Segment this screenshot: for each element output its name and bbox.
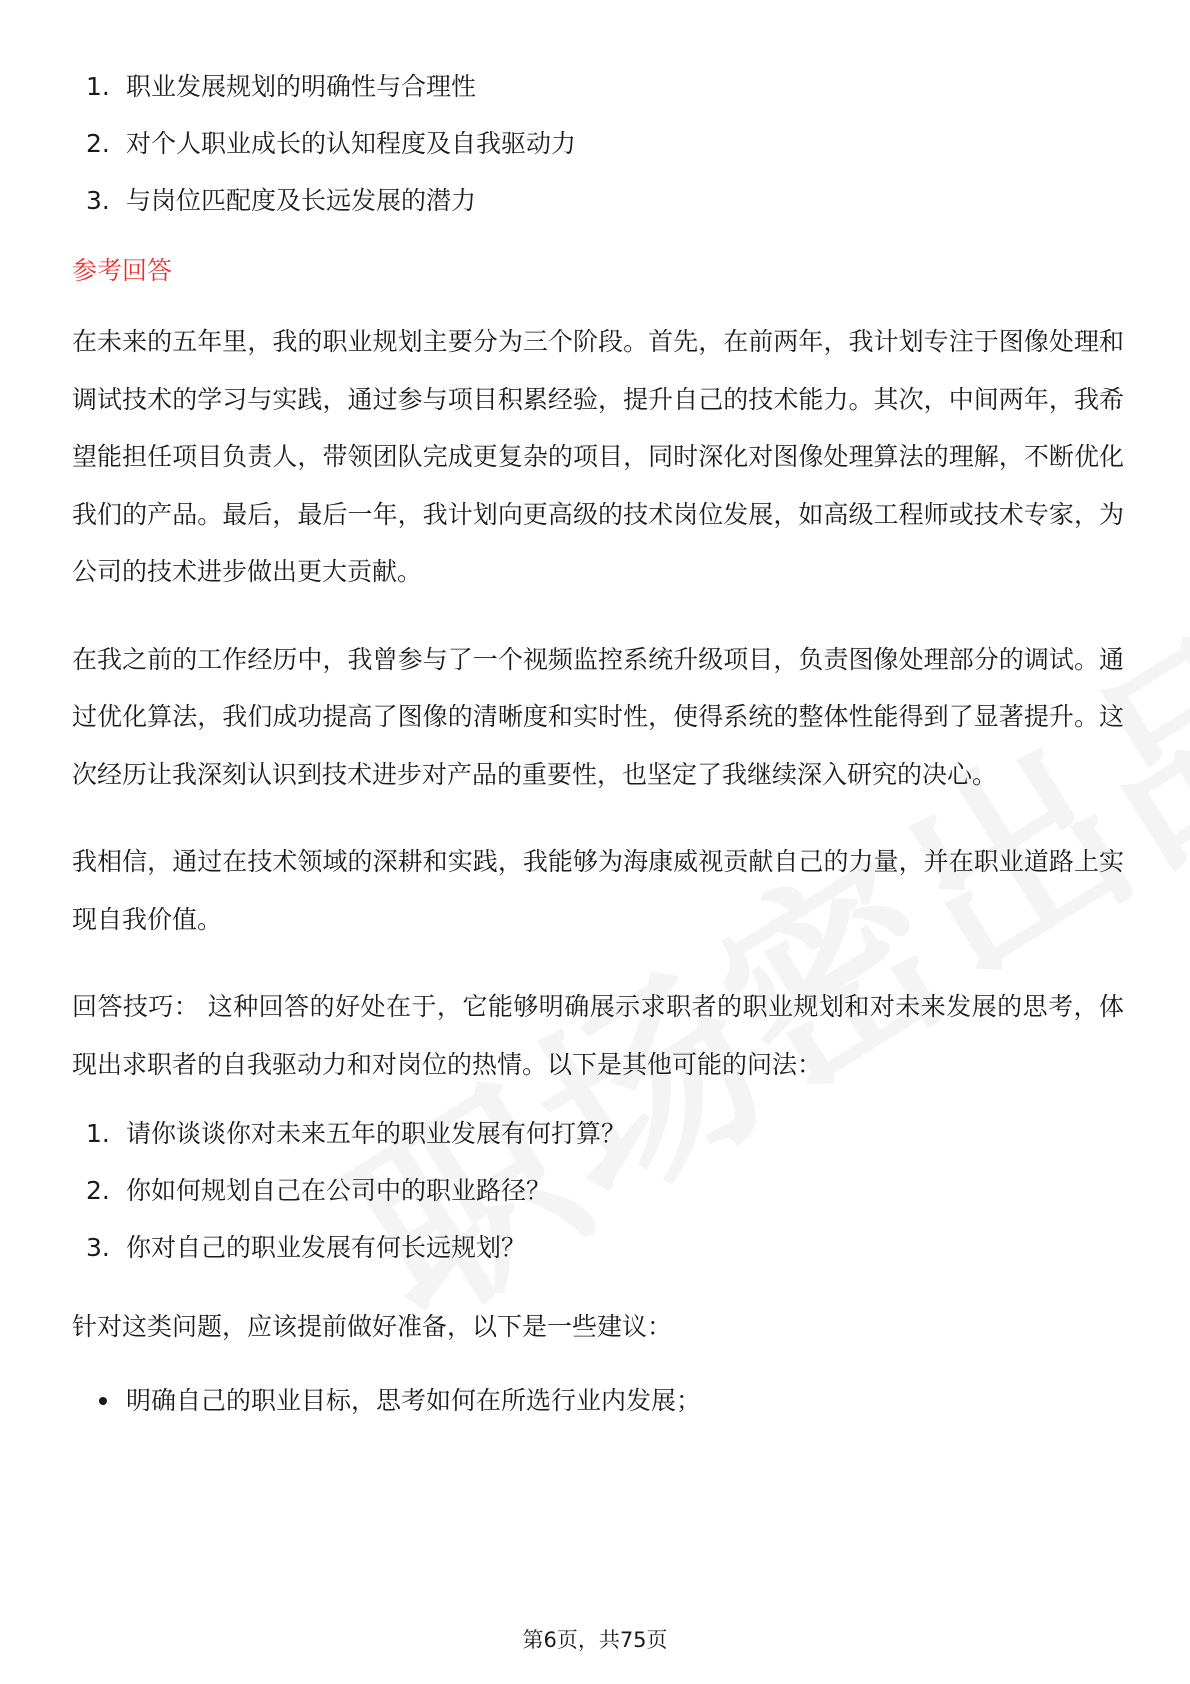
list-item — [72, 1105, 1124, 1162]
list-text: 与岗位匹配度及长远发展的潜力 — [126, 186, 477, 215]
list-item — [72, 1162, 1124, 1219]
list-text: 你如何规划自己在公司中的职业路径？ — [126, 1176, 552, 1205]
advice-list — [72, 1372, 1124, 1429]
list-item — [72, 1372, 1124, 1429]
criteria-list — [72, 58, 1124, 229]
bullet-icon — [99, 1397, 107, 1405]
list-text: 职业发展规划的明确性与合理性 — [126, 72, 477, 101]
list-number: 3. — [86, 1233, 110, 1262]
list-text: 对个人职业成长的认知程度及自我驱动力 — [126, 129, 577, 158]
list-number: 2. — [86, 1176, 110, 1205]
list-number: 1. — [86, 1119, 110, 1148]
list-item — [72, 58, 1124, 115]
answer-heading: 参考回答 — [72, 256, 173, 285]
list-number: 1. — [86, 72, 110, 101]
list-item — [72, 115, 1124, 172]
list-text: 明确自己的职业目标，思考如何在所选行业内发展； — [126, 1385, 702, 1415]
alternate-questions-list — [72, 1105, 1124, 1276]
paragraph-plan: 在未来的五年里，我的职业规划主要分为三个阶段。首先，在前两年，我计划专注于图像处理和调试技术的学习与实践，通过参与项目积累经验，提升自己的技术能力。其次，中间两年，我希望能担任项目负责人，带领团队完成更复杂的项目，同时深化对图像处理算法的理解，不断优化我们的产品。最后，最后一年，我计划向更高级的技术岗位发展，如高级工程师或技术专家，为公司的技术进步做出更大贡献。 — [72, 327, 1124, 586]
list-item — [72, 172, 1124, 229]
list-text: 你对自己的职业发展有何长远规划？ — [126, 1233, 527, 1262]
list-number: 3. — [86, 186, 110, 215]
paragraph-experience: 在我之前的工作经历中，我曾参与了一个视频监控系统升级项目，负责图像处理部分的调试。通过优化算法，我们成功提高了图像的清晰度和实时性，使得系统的整体性能得到了显著提升。这次经历让我深刻认识到技术进步对产品的重要性，也坚定了我继续深入研究的决心。 — [72, 644, 1124, 789]
page-footer: 第6页，共75页 — [522, 1628, 668, 1652]
list-text: 请你谈谈你对未来五年的职业发展有何打算？ — [126, 1119, 627, 1148]
document-page — [72, 58, 1124, 1429]
advice-intro: 针对这类问题，应该提前做好准备，以下是一些建议： — [72, 1312, 673, 1341]
list-number: 2. — [86, 129, 110, 158]
list-item — [72, 1219, 1124, 1276]
paragraph-tips: 回答技巧： 这种回答的好处在于，它能够明确展示求职者的职业规划和对未来发展的思考，体现出求职者的自我驱动力和对岗位的热情。以下是其他可能的问法： — [72, 992, 1124, 1079]
paragraph-belief: 我相信，通过在技术领域的深耕和实践，我能够为海康威视贡献自己的力量，并在职业道路上实现自我价值。 — [72, 847, 1124, 934]
